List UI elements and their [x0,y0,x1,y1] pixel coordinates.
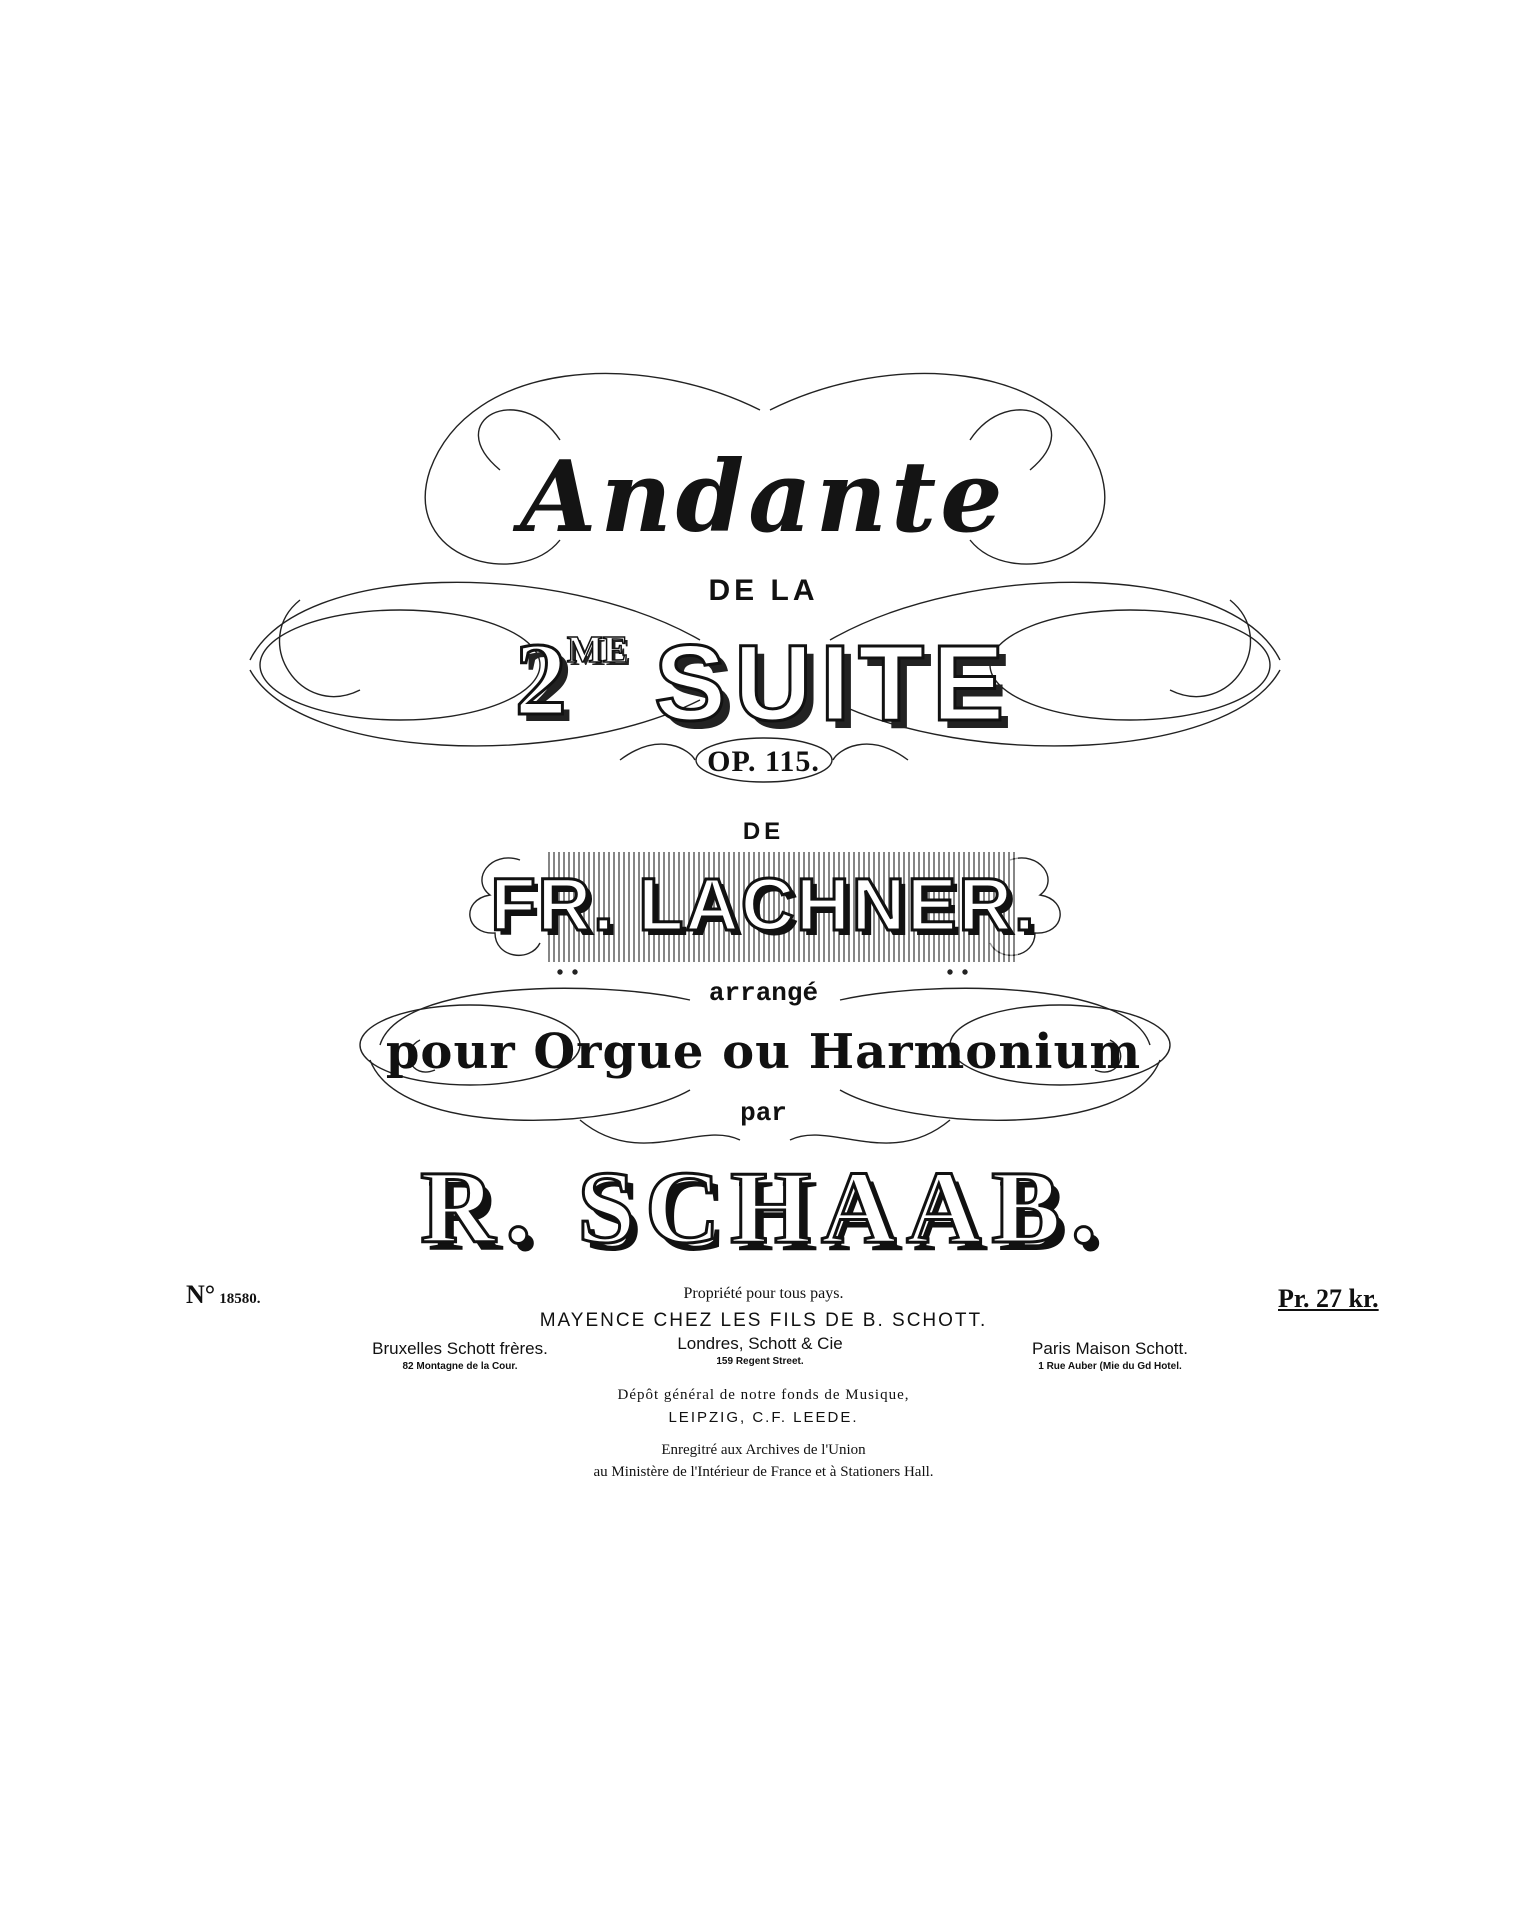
plate-label: N° [186,1280,216,1309]
publisher-londres [640,1334,880,1367]
publisher-paris [1000,1339,1220,1372]
bruxelles-city: Bruxelles Schott frères. [372,1339,548,1358]
ordinal-suffix: ME [566,629,629,671]
publisher-bruxelles [350,1339,570,1372]
londres-city: Londres, Schott & Cie [677,1334,843,1353]
arranger-name: R. SCHAAB. [420,1150,1107,1265]
arrange-label: arrangé [708,978,819,1008]
plate-value: 18580. [219,1291,261,1307]
publisher-propriete: Propriété pour tous pays. [683,1285,844,1302]
paris-city: Paris Maison Schott. [1032,1339,1188,1358]
publisher-main: MAYENCE CHEZ LES FILS DE B. SCHOTT. [539,1310,988,1331]
opus-number: OP. 115. [707,745,820,778]
composer-name: FR. LACHNER. [490,863,1037,946]
composer-prefix: DE [742,818,785,845]
par-label: par [740,1098,787,1128]
suite-word: SUITE [654,622,1013,743]
price: Pr. 27 kr. [1278,1284,1379,1313]
paris-address: 1 Rue Auber (Mie du Gd Hotel. [1038,1361,1182,1372]
title-de-la: DE LA [708,574,819,607]
publisher-leipzig: LEIPZIG, C.F. LEEDE. [668,1409,859,1426]
registration-line-2: au Ministère de l'Intérieur de France et à Stationers Hall. [593,1464,934,1480]
title-suite-line [0,620,1527,743]
title-andante: Andante [520,440,1007,555]
bruxelles-address: 82 Montagne de la Cour. [402,1361,518,1372]
registration-line-1: Enregitré aux Archives de l'Union [661,1442,866,1458]
londres-address: 159 Regent Street. [716,1356,804,1367]
suite-ordinal [515,620,628,739]
ordinal-number: 2 [514,622,567,737]
publisher-depot: Dépôt général de notre fonds de Musique, [617,1387,910,1403]
instrumentation: pour Orgue ou Harmonium [385,1024,1142,1080]
